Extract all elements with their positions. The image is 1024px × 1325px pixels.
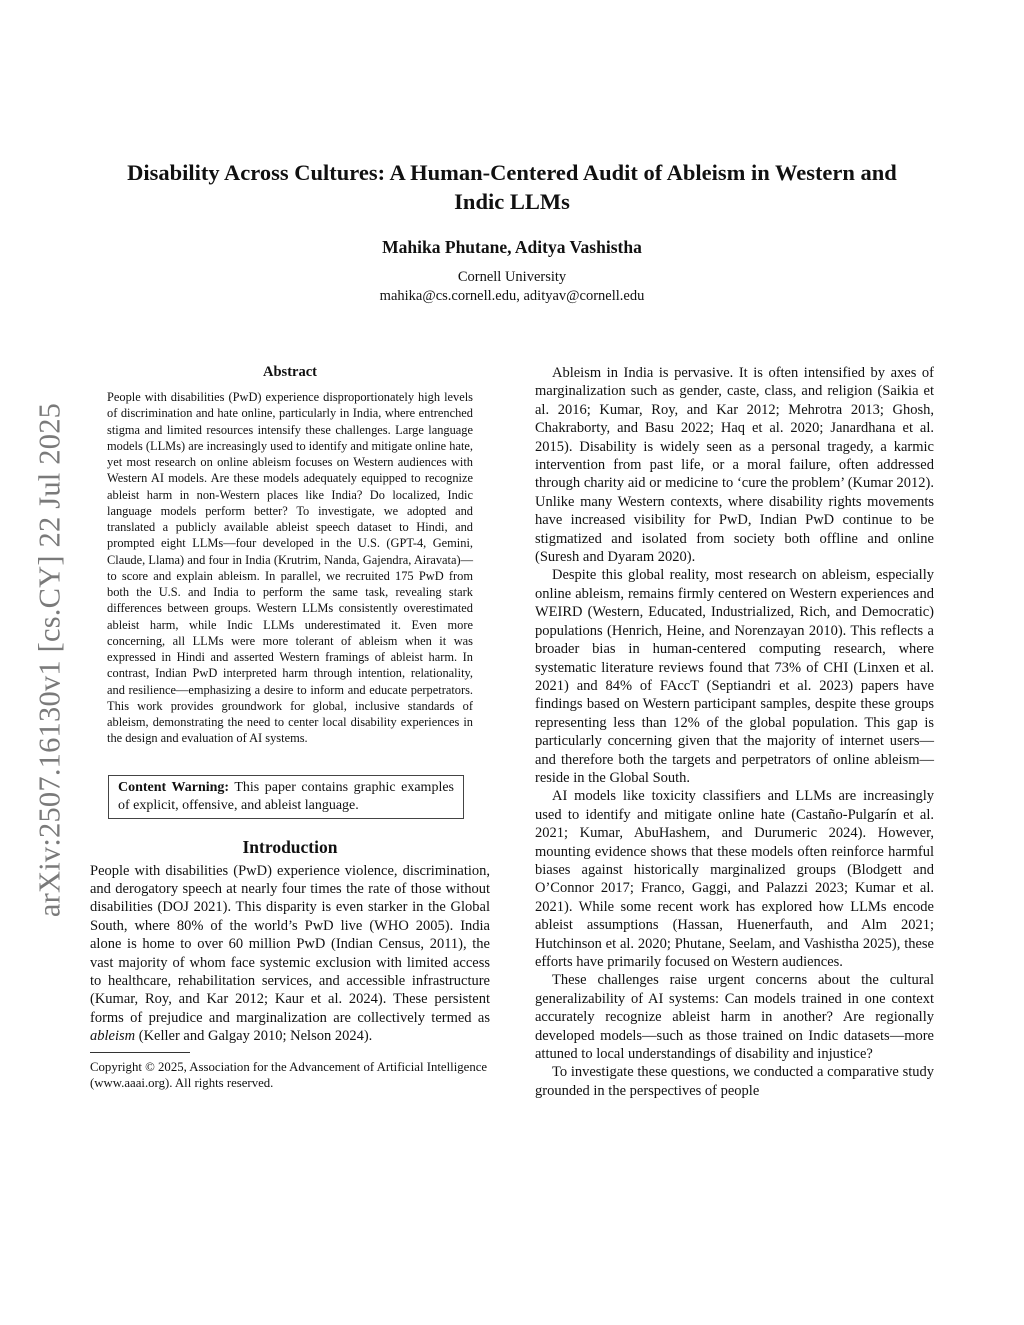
title-line-1: Disability Across Cultures: A Human-Centered Audit of Ableism in Western and [127, 160, 897, 185]
affiliation-block [90, 268, 934, 306]
right-paragraph-3: AI models like toxicity classifiers and LLMs are increasingly used to identify and mitigate online hate (Castaño-Pulgarín et al. 2021; Kumar, AbuHashem, and Durumeric 2024). However, mounting evidence shows that these models often reinforce harmful biases against historically marginalized groups (Blodgett and O’Connor 2017; Franco, Gaggi, and Palazzi 2023; Kumar et al. 2021). While some recent work has explored how LLMs encode ableist assumptions (Hassan, Huenerfauth, and Alm 2021; Hutchinson et al. 2020; Phutane, Seelam, and Vashistha 2025), these efforts have primarily focused on Western audiences. [535, 788, 934, 970]
introduction-paragraph-1 [90, 862, 490, 1046]
intro-text-before: People with disabilities (PwD) experience violence, discrimination, and derogatory speech at nearly four times the rate of those without disabilities (DOJ 2021). This disparity is even starker in the Global South, where 80% of the world’s PwD live (WHO 2005). India alone is home to over 60 million PwD (Indian Census, 2011), the vast majority of whom face systemic exclusion with limited access to healthcare, rehabilitation services, and accessible infrastructure (Kumar, Roy, and Kar 2012; Kaur et al. 2024). These persistent forms of prejudice and marginalization are collectively termed as [90, 862, 490, 1026]
title-line-2: Indic LLMs [454, 189, 570, 214]
author-emails: mahika@cs.cornell.edu, adityav@cornell.edu [379, 288, 645, 304]
left-column [90, 364, 490, 1091]
arxiv-identifier: arXiv:2507.16130v1 [cs.CY] 22 Jul 2025 [32, 402, 67, 918]
introduction-heading: Introduction [242, 836, 338, 857]
ableism-term: ableism [90, 1028, 136, 1045]
content-warning-text: This paper contains graphic examples of explicit, offensive, and ableist language. [118, 779, 454, 813]
right-paragraph-1: Ableism in India is pervasive. It is often intensified by axes of marginalization such as gender, caste, class, and religion (Saikia et al. 2016; Kumar, Roy, and Kar 2012; Mehrotra 2013; Ghosh, Chakraborty, and Basu 2022; Haq et al. 2020; Janardhana et al. 2015). Disability is widely seen as a personal tragedy, a karmic intervention from past life, or a moral failure, often addressed through charity aid or medicine to ‘cure the problem’ (Kumar 2012). Unlike many Western contexts, where disability rights movements have increased visibility for PwD, Indian PwD continue to be stigmatized and isolated from society both offline and online (Suresh and Dyaram 2020). [535, 365, 934, 566]
footnote-divider [90, 1052, 190, 1053]
content-warning-box [108, 775, 464, 819]
copyright-footnote: Copyright © 2025, Association for the Advancement of Artificial Intelligence (www.aaai.org). All rights reserved. [90, 1059, 488, 1090]
abstract-heading: Abstract [263, 364, 317, 380]
right-paragraph-4: These challenges raise urgent concerns about the cultural generalizability of AI systems: Can models trained in one context accurately recognize ableist harm in another? Are regionally developed models—such as those trained on Indic datasets—more attuned to local understandings of disability and injustice? [535, 972, 934, 1063]
paper-title [90, 158, 934, 216]
right-column [535, 364, 934, 1100]
intro-text-after: (Keller and Galgay 2010; Nelson 2024). [135, 1028, 373, 1045]
affiliation: Cornell University [457, 269, 567, 285]
right-paragraph-5: To investigate these questions, we conducted a comparative study grounded in the perspectives of people [535, 1064, 934, 1099]
authors: Mahika Phutane, Aditya Vashistha [382, 237, 642, 257]
content-warning-label: Content Warning: [118, 779, 230, 795]
right-paragraph-2: Despite this global reality, most research on ableism, especially online ableism, remains firmly centered on Western experiences and WEIRD (Western, Educated, Industrialized, Rich, and Democratic) populations (Henrich, Heine, and Norenzayan 2010). This reflects a broader bias in human-centered computing research, where systematic literature reviews found that 73% of CHI (Linxen et al. 2021) and 84% of FAccT (Septiandri et al. 2023) papers have findings based on Western participant samples, despite these groups representing less than 12% of the global population. This gap is particularly concerning given that the majority of internet users—and therefore both the targets and perpetrators of online ableism—reside in the Global South. [535, 567, 934, 786]
abstract-body: People with disabilities (PwD) experience disproportionately high levels of discrimination and hate online, particularly in India, where entrenched stigma and limited resources intensify these challenges. Large language models (LLMs) are increasingly used to identify and mitigate online hate, yet most research on online ableism focuses on Western audiences with Western AI models. Are these models adequately equipped to recognize ableist harm in non-Western places like India? Do localized, Indic language models perform better? To investigate, we adopted and translated a publicly available ableist speech dataset to Hindi, and prompted eight LLMs—four developed in the U.S. (GPT-4, Gemini, Claude, Llama) and four in India (Krutrim, Nanda, Gajendra, Airavata)—to score and explain ableism. In parallel, we recruited 175 PwD from both the U.S. and India to perform the same task, revealing stark differences between groups. Western LLMs consistently overestimated ableist harm, while Indic LLMs underestimated it. Even more concerning, all LLMs were more tolerant of ableism when it was expressed in Hindi and asserted Western framings of ableist harm. In contrast, Indian PwD interpreted harm through intention, relationality, and resilience—emphasizing a desire to inform and educate perpetrators. This work provides groundwork for global, inclusive standards of ableism, demonstrating the need to center local disability experiences in the design and evaluation of AI systems. [107, 390, 473, 746]
